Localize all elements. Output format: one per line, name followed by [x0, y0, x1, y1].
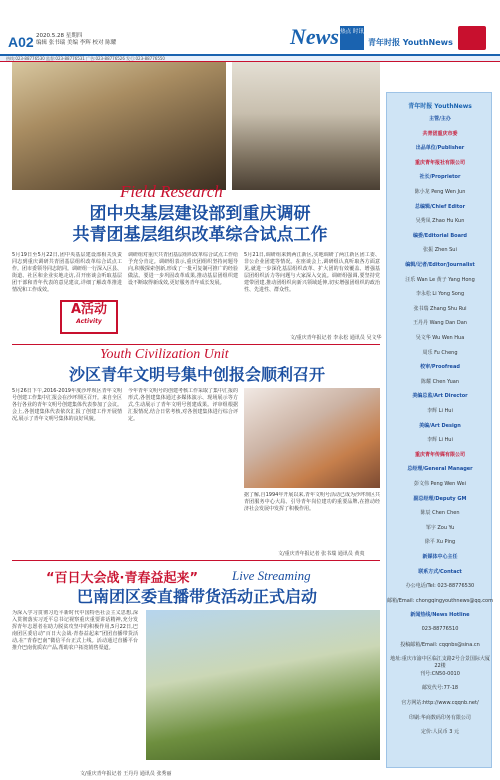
story3-sub-headline: “百日大会战·青春益起来”	[46, 571, 199, 586]
sidebar-item: 陈辰 Chen Chen	[420, 510, 460, 517]
stamp-main: A活动	[70, 302, 108, 317]
sidebar-item: 彭文伟 Peng Wen Wei	[413, 481, 467, 487]
sidebar-item: 编委/Editorial Board	[412, 232, 468, 239]
story1-column-2: 调研组对重庆共青团基层组织改革综合试点工作给予充分肯定。调研组表示,重庆团组织坚持问题导向,积极探索创新,形成了一批可复制可推广的经验做法。要进一步巩固改革成果,推动基层团组织建设不断取得新成效,更好服务青年成长发展。	[128, 252, 238, 286]
sidebar-item: 总编辑/Chief Editor	[414, 203, 466, 210]
sidebar-item: 李辉 Li Hui	[427, 437, 453, 444]
sidebar-item: 李永松 Li Yong Song	[415, 291, 465, 298]
divider	[12, 560, 380, 561]
sidebar-item: 校审/Proofread	[420, 364, 460, 371]
sidebar-item: 地址:重庆市渝中区临江支路2号合景国际大厦22楼	[390, 656, 490, 670]
sidebar-item: 副总经理/Deputy GM	[413, 495, 467, 502]
brand-logo-icon	[458, 26, 486, 50]
story2-column-2: 今年青年文明号的创建考核工作采取了集中汇报的形式,各创建集体通过多媒体演示、现场展示等方式,生动展示了青年文明号创建成果。评审组根据汇报情况,结合日常考核,对各创建集体进行综合评定。	[128, 388, 238, 422]
live-streaming-photo	[146, 610, 380, 760]
sidebar-item: 邮箱/Email: chongqingyouthnews@qq.com	[387, 597, 493, 604]
sidebar-item: 美编/Art Design	[419, 422, 461, 429]
story3-column-1: 为深入学习贯彻习近平新时代中国特色社会主义思想,深入贯彻落实习近平总书记视察重庆重要讲话精神,充分发挥青年志愿者在助力脱贫攻坚中的积极作用,5月22日,巴南团区委启动“百日大会战·青春益起来”团团直播带货活动,在“青春巴南”微信平台正式上线。活动通过直播平台推介巴南优质农产品,帮助农户拓宽销售渠道。	[12, 610, 138, 651]
sidebar-item: 联系方式/Contact	[418, 568, 462, 575]
story2-column-1: 5月26日下午,2016-2019年度沙坪坝区青年文明号创建工作集中汇报会在沙坪坝区召开。来自全区各行各业的青年文明号创建集体代表参加了会议。会上,各创建集体代表依次汇报了创建工作开展情况,展示了青年文明号集体的良好风貌。	[12, 388, 122, 422]
story1-column-3: 5月21日,调研组来到两江新区,实地调研了两江新区团工委、非公企业团建等情况。在座谈会上,调研组认真听取各方面意见,就进一步深化基层组织改革、扩大团的有效覆盖、增强基层团组织活力等问题与大家深入交流。调研组强调,要坚持党建带团建,推动团组织向新兴领域延伸,切实增强团组织的政治性、先进性、群众性。	[244, 252, 380, 293]
sidebar-item: 美编总监/Art Director	[412, 393, 468, 400]
sidebar-item: 印刷:华商数码印务有限公司	[409, 714, 471, 721]
page-number: A02	[8, 34, 34, 50]
section-tag: 热点 时讯	[340, 26, 364, 50]
sidebar-item: 吴文华 Wu Wen Hua	[415, 335, 465, 341]
date-line-1: 2020.5.28 星期四	[36, 33, 83, 39]
story1-column-1: 5月19日至5月22日,团中央基层建设部相关负责同志到重庆调研共青团基层组织改革综合试点工作。团市委领导同志陪同。调研组一行深入区县、街道、社区和企业实地走访,召开座谈会听取基层团干部和青年代表的意见建议,详细了解改革推进情况和工作成效。	[12, 252, 122, 293]
sidebar-item: 办公电话/Tel: 023-88776530	[405, 583, 475, 590]
story3-kicker: Live Streaming	[232, 568, 311, 583]
story2-byline: 文/重庆青年报记者 张书瑞 通讯员 黄夷	[278, 551, 365, 557]
sidebar-item: 陈小龙 Peng Wen Jun	[414, 189, 466, 195]
sidebar-item: 主管/主办	[429, 116, 451, 122]
sidebar-item: 张振 Zhen Sui	[423, 247, 457, 254]
field-research-photo-left	[12, 62, 226, 190]
sidebar-item: 王丹丹 Wang Dan Dan	[413, 320, 467, 327]
sidebar-item: 徐平 Xu Ping	[424, 539, 456, 546]
story1-headline-line2: 共青团基层组织改革综合试点工作	[72, 225, 328, 245]
field-research-photo-right	[232, 62, 380, 190]
sidebar-item: 总经理/General Manager	[407, 466, 473, 473]
sidebar-item: 吴秀凤 Zhao Hu Kun	[415, 218, 465, 225]
sidebar-item: 新媒体中心主任	[422, 554, 458, 560]
sidebar-item: 编辑/记者/Editor/Journalist	[405, 262, 475, 268]
sidebar-item: 新闻热线/News Hotline	[410, 612, 470, 619]
sidebar-item: 023-88776510	[421, 626, 459, 632]
story2-column-3: 据了解,自1994年开展以来,青年文明号活动已成为沙坪坝区共青团服务中心大局、引导青年岗位建功的重要品牌,在推动经济社会发展中发挥了积极作用。	[244, 492, 380, 512]
date-line	[36, 33, 116, 47]
story2-kicker: Youth Civilization Unit	[100, 347, 229, 362]
story1-byline: 文/重庆青年报记者 李永松 通讯员 吴文华	[290, 335, 382, 341]
sidebar-item: 社长/Proprietor	[419, 174, 461, 181]
sidebar-item: 刊号:CN50-0010	[420, 670, 460, 677]
date-line-2: 编辑 张书瑞 美编 李辉 校对 陈耀	[36, 40, 117, 46]
sidebar-item: 定价:人民币 3 元	[420, 729, 460, 736]
sidebar-item: 投稿邮箱/Email: cqqnbs@sina.cn	[400, 641, 480, 648]
sidebar-title: 青年时报 YouthNews	[408, 103, 472, 110]
story1-kicker: Field Research	[120, 182, 223, 201]
sidebar-item: 张书瑞 Zhang Shu Rui	[413, 305, 467, 312]
story3-headline: 巴南团区委直播带货活动正式启动	[76, 587, 317, 606]
story2-headline: 沙区青年文明号集中创报会顺利召开	[68, 365, 325, 384]
stamp-sub: Activity	[76, 318, 102, 325]
sidebar-item: 汪乐 Wan Le 黄子 Yang Hong	[405, 276, 475, 283]
sidebar-item: 李辉 Li Hui	[427, 408, 453, 414]
sidebar-item: 重庆青年传媒有限公司	[414, 451, 465, 458]
civilization-unit-photo	[244, 388, 380, 488]
masthead	[0, 0, 500, 56]
story1-headline	[40, 204, 360, 246]
sidebar-item: 邮发代号:77-18	[421, 685, 459, 692]
contact-strip: 热线:023-88776530 监督:023-88776531 广告:023-88776526 发行:023-88776550	[0, 56, 500, 62]
news-wordmark: News	[290, 24, 339, 49]
story1-headline-line1: 团中央基层建设部到重庆调研	[89, 204, 311, 224]
brand-name: 青年时报 YouthNews	[368, 38, 453, 47]
sidebar-item: 出品单位/Publisher	[415, 145, 465, 152]
divider	[12, 344, 380, 345]
sidebar-item: 官方网站:http://www.cqqnb.net/	[401, 700, 479, 706]
sidebar-item: 重庆青年报社有限公司	[414, 159, 465, 166]
sidebar-item: 周乐 Fu Cheng	[422, 349, 458, 356]
sidebar-item: 共青团重庆市委	[422, 130, 458, 137]
credits-sidebar	[386, 92, 492, 768]
story3-byline: 文/重庆青年报记者 王丹丹 通讯员 张秀丽	[80, 771, 172, 777]
sidebar-item: 陈耀 Chen Yuan	[421, 378, 459, 385]
sidebar-item: 邹宇 Zou Yu	[425, 524, 455, 531]
activity-stamp	[60, 300, 118, 334]
